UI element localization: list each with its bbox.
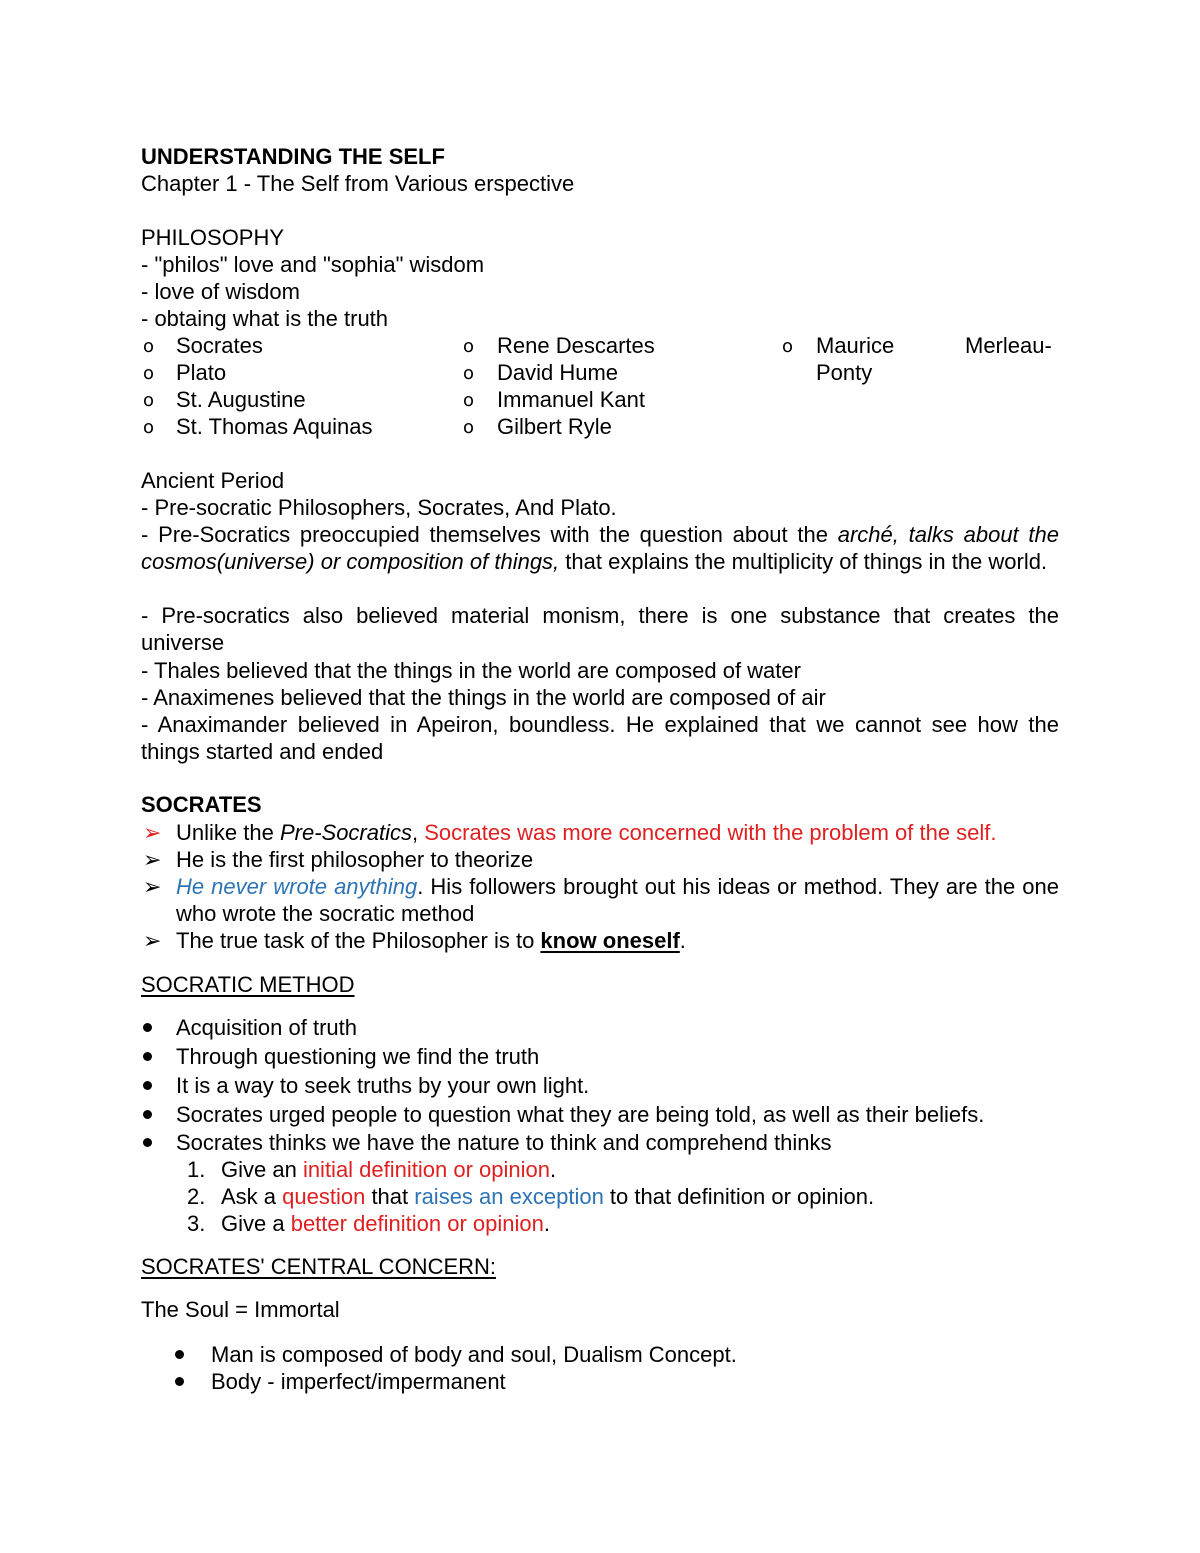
philosopher-name: Plato	[176, 360, 227, 385]
bullet-dot-icon	[143, 1110, 152, 1119]
method-item: Acquisition of truth	[176, 1015, 357, 1040]
philosopher-name-continued: Ponty	[816, 360, 873, 385]
ancient-paragraph: - Pre-socratics also believed material monism, there is one substance that creates the universe	[141, 603, 1059, 655]
list-bullet-glyph: o	[143, 390, 155, 411]
philosophy-heading: PHILOSOPHY	[141, 225, 285, 250]
arrow-bullet-icon: ➢	[143, 820, 162, 845]
philosopher-name: St. Thomas Aquinas	[176, 414, 373, 439]
document-title: UNDERSTANDING THE SELF	[141, 144, 445, 169]
method-step: Give an initial definition or opinion.	[221, 1157, 557, 1182]
philosopher-name: Rene Descartes	[497, 333, 655, 358]
central-concern-heading: SOCRATES' CENTRAL CONCERN:	[141, 1254, 497, 1279]
philosophy-line: - "philos" love and "sophia" wisdom	[141, 252, 485, 277]
method-item: Socrates thinks we have the nature to think and comprehend thinks	[176, 1130, 832, 1155]
list-bullet-glyph: o	[463, 417, 475, 438]
list-bullet-glyph: o	[463, 390, 475, 411]
arrow-bullet-icon: ➢	[143, 928, 162, 953]
list-bullet-glyph: o	[463, 336, 475, 357]
philosopher-name: David Hume	[497, 360, 619, 385]
soul-statement: The Soul = Immortal	[141, 1297, 340, 1322]
socrates-item: Unlike the Pre-Socratics, Socrates was more concerned with the problem of the self.	[176, 820, 997, 845]
list-bullet-glyph: o	[143, 363, 155, 384]
ancient-line: - Anaximenes believed that the things in the world are composed of air	[141, 685, 826, 710]
method-step: Give a better definition or opinion.	[221, 1211, 550, 1236]
ancient-line: - Thales believed that the things in the world are composed of water	[141, 658, 801, 683]
method-step: Ask a question that raises an exception to that definition or opinion.	[221, 1184, 875, 1209]
method-item: Through questioning we find the truth	[176, 1044, 540, 1069]
philosophy-line: - obtaing what is the truth	[141, 306, 389, 331]
bullet-dot-icon	[143, 1052, 152, 1061]
ancient-paragraph: - Anaximander believed in Apeiron, boundless. He explained that we cannot see how the things started and ended	[141, 712, 1059, 764]
step-number: 2.	[187, 1184, 206, 1209]
ancient-paragraph: - Pre-Socratics preoccupied themselves with the question about the arché, talks about the cosmos(universe) or composition of things, that explains the multiplicity of things in the world.	[141, 522, 1059, 574]
chapter-subtitle: Chapter 1 - The Self from Various erspective	[141, 171, 575, 196]
list-bullet-glyph: o	[463, 363, 475, 384]
step-number: 3.	[187, 1211, 206, 1236]
list-bullet-glyph: o	[782, 336, 794, 357]
ancient-line: - Pre-socratic Philosophers, Socrates, And Plato.	[141, 495, 617, 520]
philosopher-name: Immanuel Kant	[497, 387, 645, 412]
arrow-bullet-icon: ➢	[143, 874, 162, 899]
socrates-item: The true task of the Philosopher is to know oneself.	[176, 928, 686, 953]
method-item: Socrates urged people to question what they are being told, as well as their beliefs.	[176, 1102, 985, 1127]
philosopher-name-first: Maurice	[816, 333, 895, 358]
socrates-item: He never wrote anything. His followers brought out his ideas or method. They are the one who wrote the socratic method	[176, 874, 1060, 926]
philosopher-name: Socrates	[176, 333, 263, 358]
step-number: 1.	[187, 1157, 206, 1182]
socratic-method-heading: SOCRATIC METHOD	[141, 972, 355, 997]
bullet-dot-icon	[175, 1350, 184, 1359]
arrow-bullet-icon: ➢	[143, 847, 162, 872]
philosopher-name: Gilbert Ryle	[497, 414, 612, 439]
bullet-dot-icon	[175, 1377, 184, 1386]
socrates-item: He is the first philosopher to theorize	[176, 847, 534, 872]
concern-item: Man is composed of body and soul, Dualism Concept.	[211, 1342, 737, 1367]
concern-item: Body - imperfect/impermanent	[211, 1369, 506, 1394]
bullet-dot-icon	[143, 1081, 152, 1090]
list-bullet-glyph: o	[143, 417, 155, 438]
bullet-dot-icon	[143, 1023, 152, 1032]
socrates-heading: SOCRATES	[141, 792, 262, 817]
philosopher-name-last: Merleau-	[965, 333, 1052, 358]
philosopher-name: St. Augustine	[176, 387, 306, 412]
ancient-period-heading: Ancient Period	[141, 468, 285, 493]
method-item: It is a way to seek truths by your own light.	[176, 1073, 590, 1098]
philosophy-line: - love of wisdom	[141, 279, 300, 304]
list-bullet-glyph: o	[143, 336, 155, 357]
bullet-dot-icon	[143, 1138, 152, 1147]
